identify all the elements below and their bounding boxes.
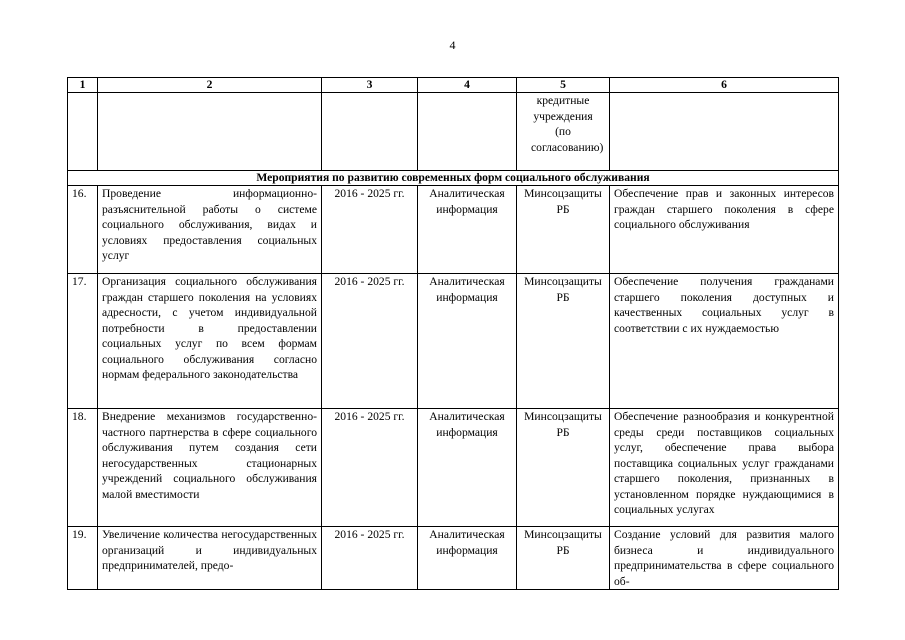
row-report: Аналитическая информация (418, 274, 517, 409)
table-header-row (68, 78, 839, 93)
row-executor: Минсоцзащиты РБ (517, 527, 610, 590)
measures-table (67, 77, 839, 590)
continuation-row (68, 93, 839, 171)
row-description: Организация социального обслуживания граждан старшего поколения на условиях адресности, с учетом индивидуальной потребности в предоставлении социальных услуг по всем формам социального обслуживания согласно нормам федерального законодательства (98, 274, 322, 409)
row-executor: Минсоцзащиты РБ (517, 274, 610, 409)
row-result: Создание условий для развития малого бизнеса и индивидуального предпринимательства в сфере социального об- (610, 527, 839, 590)
column-header: 4 (418, 78, 517, 93)
column-header: 1 (68, 78, 98, 93)
row-description: Внедрение механизмов государственно-частного партнерства в сфере социального обслуживания путем создания сети негосударственных стационарных учреждений социального обслуживания малой вместимости (98, 409, 322, 527)
row-period: 2016 - 2025 гг. (322, 409, 418, 527)
section-title: Мероприятия по развитию современных форм социального обслуживания (68, 171, 839, 186)
row-result: Обеспечение разнообразия и конкурентной среды среди поставщиков социальных услуг, обеспечение права выбора поставщика социальных услуг гражданами старшего поколения, признанных в установленном порядке нуждающимися в социальных услугах (610, 409, 839, 527)
row-number: 17. (68, 274, 98, 409)
section-row (68, 171, 839, 186)
row-period: 2016 - 2025 гг. (322, 274, 418, 409)
column-header: 2 (98, 78, 322, 93)
table-row (68, 527, 839, 590)
table-row (68, 409, 839, 527)
column-header: 3 (322, 78, 418, 93)
row-executor: Минсоцзащиты РБ (517, 186, 610, 274)
column-header: 6 (610, 78, 839, 93)
row-result: Обеспечение прав и законных интересов граждан старшего поколения в сфере социального обслуживания (610, 186, 839, 274)
table-row (68, 186, 839, 274)
page-number: 4 (449, 38, 456, 52)
row-report: Аналитическая информация (418, 409, 517, 527)
row-report: Аналитическая информация (418, 527, 517, 590)
row-period: 2016 - 2025 гг. (322, 186, 418, 274)
row-description: Проведение информационно-разъяснительной работы о системе социального обслуживания, видах и условиях предоставления социальных услуг (98, 186, 322, 274)
row-description: Увеличение количества негосударственных организаций и индивидуальных предпринимателей, предо- (98, 527, 322, 590)
row-number: 16. (68, 186, 98, 274)
row-number: 19. (68, 527, 98, 590)
column-header: 5 (517, 78, 610, 93)
continuation-executor: кредитные учреждения (по согласованию) (517, 93, 610, 171)
row-report: Аналитическая информация (418, 186, 517, 274)
row-result: Обеспечение получения гражданами старшего поколения доступных и качественных социальных услуг в соответствии с их нуждаемостью (610, 274, 839, 409)
row-number: 18. (68, 409, 98, 527)
row-executor: Минсоцзащиты РБ (517, 409, 610, 527)
row-period: 2016 - 2025 гг. (322, 527, 418, 590)
table-row (68, 274, 839, 409)
